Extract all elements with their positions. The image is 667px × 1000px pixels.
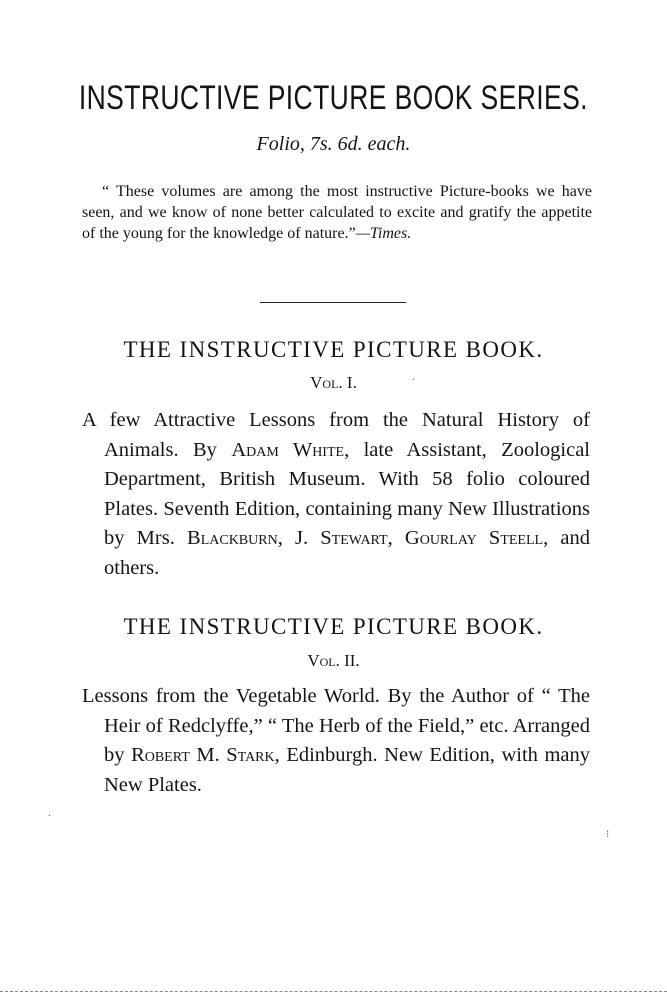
desc-text: , Edinburgh. New Edition, with many New Plates. (104, 744, 591, 796)
series-title: INSTRUCTIVE PICTURE BOOK SERIES. (78, 79, 588, 117)
book-title-vol-1: THE INSTRUCTIVE PICTURE BOOK. (123, 337, 544, 362)
desc-text: , and others. (104, 527, 590, 579)
illustrator-name: Blackburn (187, 527, 278, 549)
illustrator-name: Stewart (320, 527, 388, 549)
desc-text: A few Attractive Lessons from the Natural History of Animals. By (82, 409, 590, 461)
author-name: Adam White (231, 438, 345, 461)
print-speck: · (48, 811, 52, 822)
illustrator-name: Gourlay Steell (404, 527, 544, 549)
volume-label-2: Vol. II. (307, 651, 360, 670)
quote-text: “ These volumes are among the most instructive Picture-books we have seen, and we know of none better calculated to excite and gratify the appetite of the young for the knowledge of nature.” (82, 183, 592, 242)
format-label: Folio (256, 133, 300, 155)
desc-text: , (387, 527, 405, 549)
page-edge (0, 991, 667, 992)
print-speck: · (412, 375, 416, 386)
desc-text: , late Assistant, Zoological Department, British Museum. With 58 folio coloured Plates. Seventh Edition, containing many New Illustrations by Mrs. (104, 438, 590, 549)
price-label: 7s. 6d. each. (309, 133, 411, 155)
desc-text: Lessons from the Vegetable World. By the Author of “ The Heir of Redclyffe,” “ The Herb of the Field,” etc. Arranged by (82, 685, 590, 766)
section-divider (260, 302, 406, 303)
arranger-name: Robert M. Stark (131, 744, 275, 766)
price-line: Folio, 7s. 6d. each. (256, 133, 411, 155)
book-description-vol-2 (82, 682, 590, 800)
review-quote (82, 181, 592, 244)
book-title-vol-2: THE INSTRUCTIVE PICTURE BOOK. (123, 614, 544, 639)
book-description-vol-1 (82, 406, 590, 583)
desc-text: , J. (277, 527, 321, 549)
print-speck: ⁝ (606, 829, 610, 840)
volume-label-1: Vol. I. (310, 373, 357, 392)
quote-attribution: —Times. (355, 225, 412, 242)
